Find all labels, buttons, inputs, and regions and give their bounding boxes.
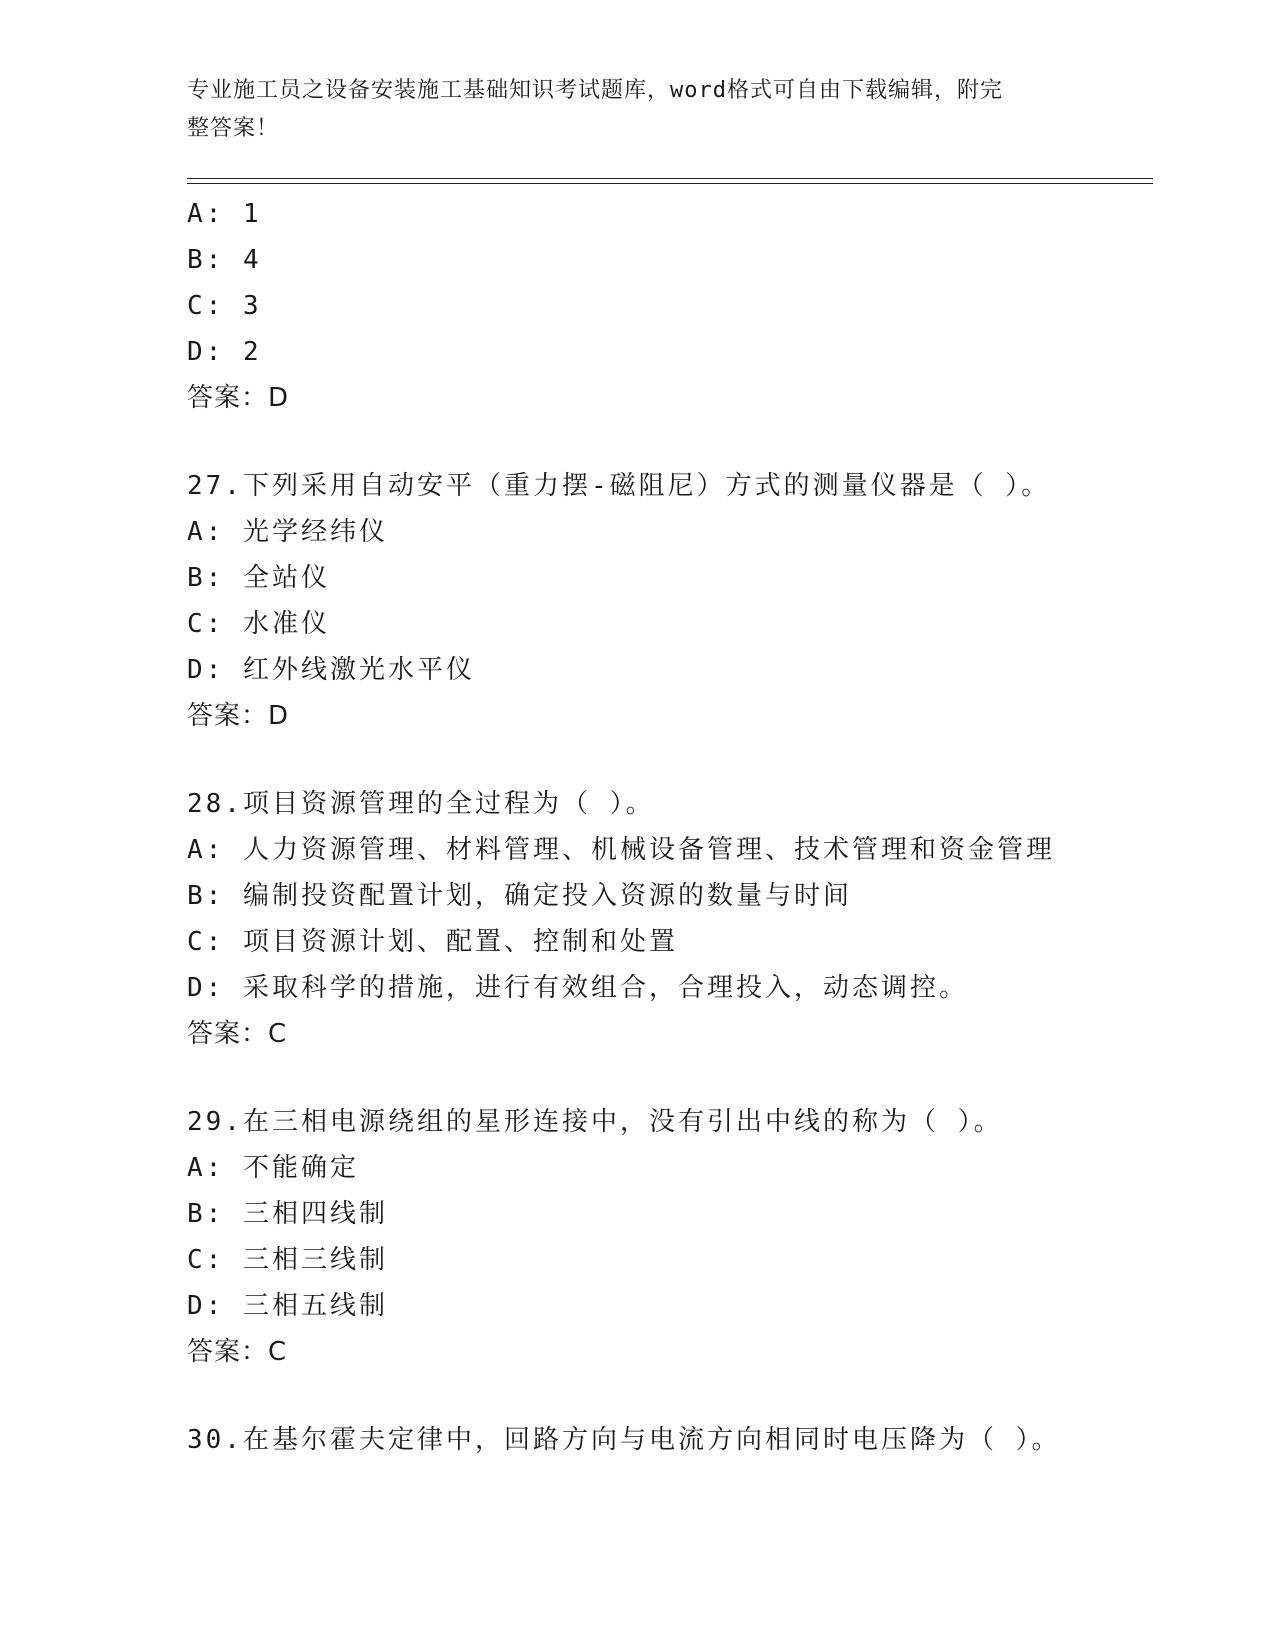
option-d: D: 三相五线制 [187, 1291, 388, 1321]
option-d: D: 2 [187, 337, 262, 367]
option-c: C: 水准仪 [187, 609, 330, 639]
question-27-block [187, 463, 1153, 739]
question-text: 28.项目资源管理的全过程为（ ）。 [187, 789, 655, 819]
header-line-2: 整答案！ [187, 116, 280, 141]
question-text: 27.下列采用自动安平（重力摆-磁阻尼）方式的测量仪器是（ ）。 [187, 471, 1051, 501]
question-26-block [187, 191, 1153, 421]
question-29-block [187, 1099, 1153, 1375]
option-b: B: 全站仪 [187, 563, 330, 593]
document-header [187, 72, 1067, 148]
header-divider-bottom [187, 183, 1153, 184]
answer-line: 答案：C [187, 1337, 288, 1367]
option-a: A: 1 [187, 199, 262, 229]
option-a: A: 光学经纬仪 [187, 517, 388, 547]
option-c: C: 三相三线制 [187, 1245, 388, 1275]
question-list [187, 191, 1153, 1463]
option-b: B: 4 [187, 245, 262, 275]
option-c: C: 3 [187, 291, 262, 321]
question-28-block [187, 781, 1153, 1057]
header-divider-top [187, 178, 1153, 179]
option-b: B: 编制投资配置计划，确定投入资源的数量与时间 [187, 881, 852, 911]
answer-line: 答案：C [187, 1019, 288, 1049]
answer-line: 答案：D [187, 383, 290, 413]
option-b: B: 三相四线制 [187, 1199, 388, 1229]
option-a: A: 不能确定 [187, 1153, 359, 1183]
option-c: C: 项目资源计划、配置、控制和处置 [187, 927, 678, 957]
question-text: 29.在三相电源绕组的星形连接中，没有引出中线的称为（ ）。 [187, 1107, 1003, 1137]
question-30-block [187, 1417, 1153, 1463]
option-d: D: 采取科学的措施，进行有效组合，合理投入，动态调控。 [187, 973, 968, 1003]
option-d: D: 红外线激光水平仪 [187, 655, 475, 685]
answer-line: 答案：D [187, 701, 290, 731]
question-text: 30.在基尔霍夫定律中，回路方向与电流方向相同时电压降为（ ）。 [187, 1425, 1061, 1455]
option-a: A: 人力资源管理、材料管理、机械设备管理、技术管理和资金管理 [187, 835, 1055, 865]
header-line-1: 专业施工员之设备安装施工基础知识考试题库，word格式可自由下载编辑，附完 [187, 78, 1003, 103]
